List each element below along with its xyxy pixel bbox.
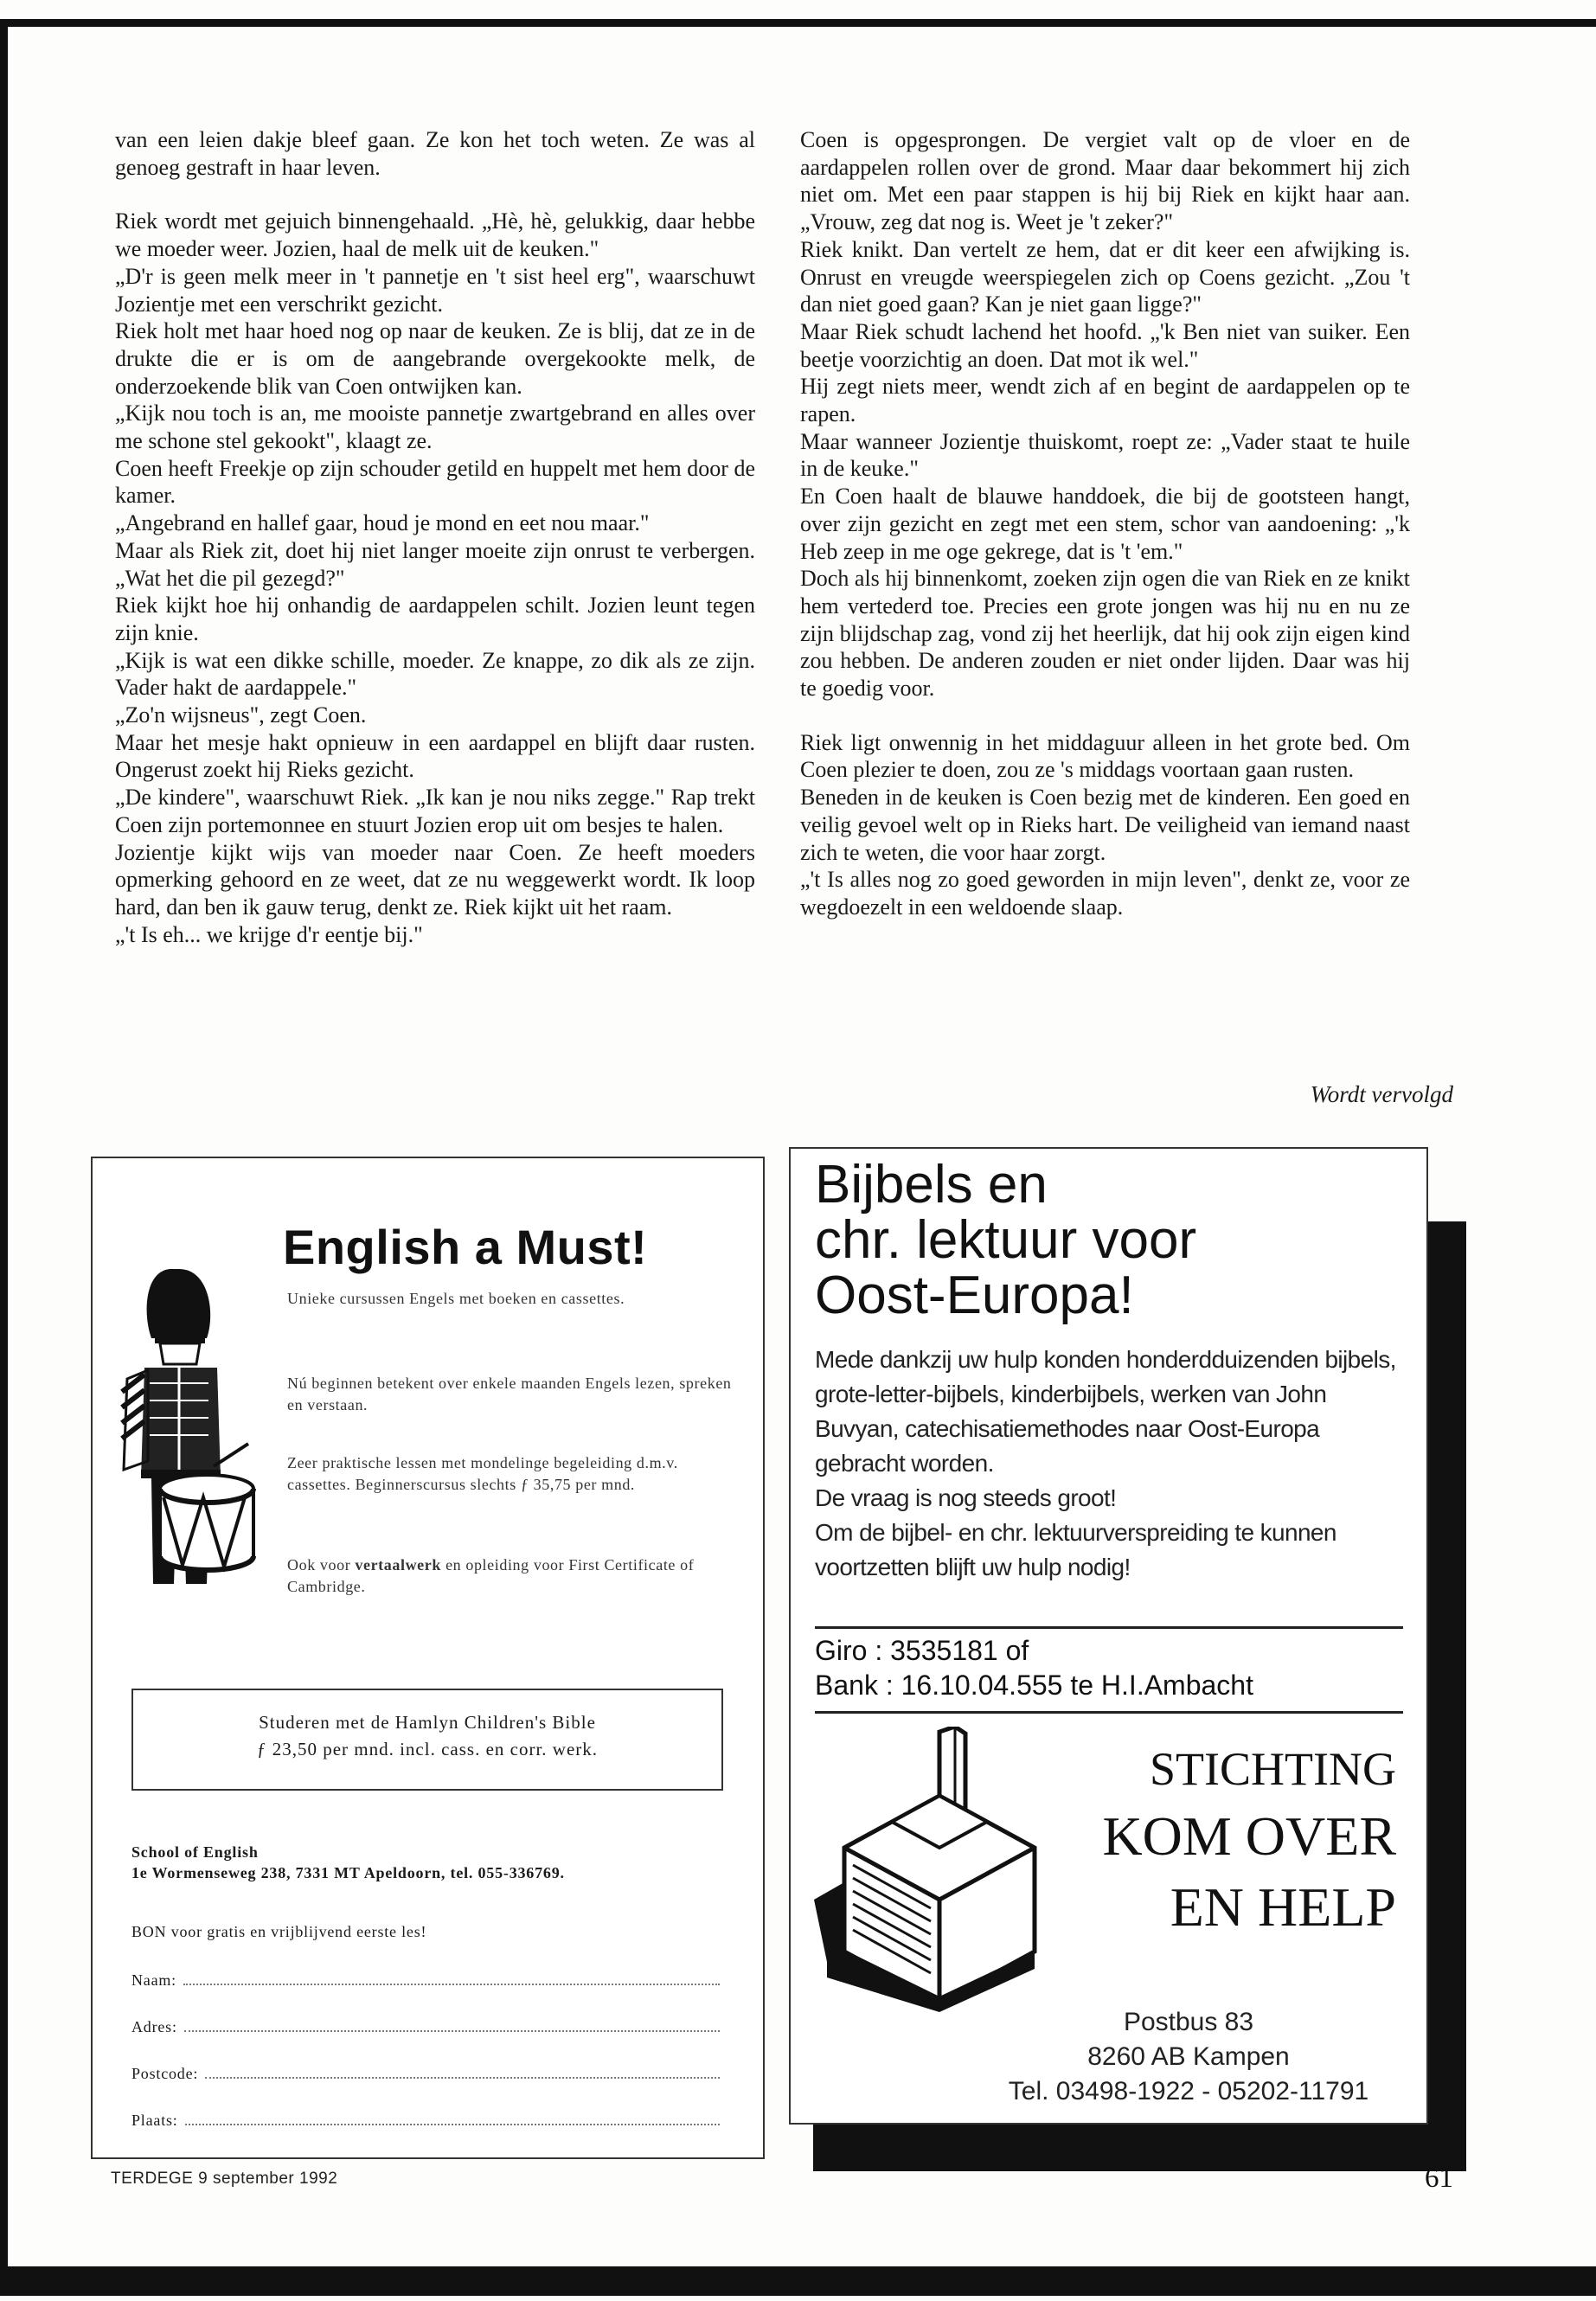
ad-blurb: Zeer praktische lessen met mondelinge begeleiding d.m.v. cassettes. Beginnerscursus slechts ƒ 35,75 per mnd. bbox=[287, 1454, 678, 1493]
divider bbox=[815, 1626, 1403, 1629]
hamlyn-line: Studeren met de Hamlyn Children's Bible bbox=[259, 1712, 596, 1733]
paragraph: „Kijk nou toch is an, me mooiste pannetje zwartgebrand en alles over me schone stel gekookt", klaagt ze. bbox=[115, 401, 755, 454]
org-address bbox=[938, 2005, 1439, 2109]
org-name-line: STICHTING bbox=[1150, 1743, 1396, 1795]
bottom-rule bbox=[0, 2266, 1596, 2296]
field-line[interactable] bbox=[184, 2018, 720, 2032]
heading-line: chr. lektuur voor bbox=[815, 1210, 1197, 1270]
body-paragraph: De vraag is nog steeds groot! bbox=[815, 1484, 1117, 1511]
field-line[interactable] bbox=[205, 2065, 720, 2079]
paragraph: Riek kijkt hoe hij onhandig de aardappelen schilt. Jozien leunt tegen zijn knie. bbox=[115, 593, 755, 645]
magazine-footer: TERDEGE 9 september 1992 bbox=[111, 2170, 338, 2188]
article-column-1 bbox=[115, 126, 755, 948]
paragraph: Coen heeft Freekje op zijn schouder getild en huppelt met hem door de kamer. bbox=[115, 455, 755, 509]
divider bbox=[815, 1711, 1403, 1714]
ad-heading bbox=[815, 1157, 1196, 1324]
paragraph: Jozientje kijkt wijs van moeder naar Coen. Ze heeft moeders opmerking gehoord en ze weet, dat ze nu weggewerkt wordt. Ik loop hard, dan ben ik gauw terug, denkt ze. Riek kijkt uit het raam. bbox=[115, 839, 755, 920]
paragraph: Doch als hij binnenkomt, zoeken zijn ogen die van Riek en ze knikt hem vertederd toe. Precies een grote jongen was hij nu en nu ze zijn blijdschap zag, vond zij het heerlijk, dat hij ook zijn eigen kind zou hebben. De anderen zouden er niet onder lijden. Daar was hij te goedig voor. bbox=[800, 566, 1410, 702]
body-paragraph: Om de bijbel- en chr. lektuurverspreiding te kunnen voortzetten blijft uw hulp nodig! bbox=[815, 1519, 1336, 1580]
bank-details bbox=[815, 1633, 1253, 1702]
paragraph: Maar wanneer Jozientje thuiskomt, roept ze: „Vader staat te huile in de keuke." bbox=[800, 428, 1410, 482]
address-line: 8260 AB Kampen bbox=[1087, 2042, 1290, 2071]
paragraph: Riek ligt onwennig in het middaguur alleen in het grote bed. Om Coen plezier te doen, zou ze 's middags voortaan gaan rusten. bbox=[800, 729, 1410, 783]
english-ad bbox=[91, 1157, 765, 2159]
continued-note: Wordt vervolgd bbox=[1310, 1081, 1453, 1107]
paragraph: Coen is opgesprongen. De vergiet valt op de vloer en de aardappelen rollen over de grond. Maar daar bekommert hij zich niet om. Met een paar stappen is hij bij Riek en kijkt haar aan. „Vrouw, zeg dat nog is. Weet je 't zeker?" bbox=[800, 127, 1410, 235]
paragraph: En Coen haalt de blauwe handdoek, die bij de gootsteen hangt, over zijn gezicht en zegt met een stem, schor van aandoening: „'k Heb zeep in me oge gekrege, dat is 't 'em." bbox=[800, 484, 1410, 564]
ad-body bbox=[815, 1343, 1412, 1585]
ad-title: English a Must! bbox=[283, 1220, 648, 1274]
blurb-text: Ook voor bbox=[287, 1556, 356, 1574]
coupon-heading: BON voor gratis en vrijblijvend eerste les! bbox=[131, 1923, 427, 1940]
coupon-postcode-field[interactable] bbox=[131, 2065, 720, 2083]
address-line: Postbus 83 bbox=[1123, 2008, 1254, 2036]
field-line[interactable] bbox=[185, 2112, 720, 2125]
blurb-emphasis: vertaalwerk bbox=[355, 1556, 441, 1574]
field-label: Plaats: bbox=[131, 2112, 178, 2129]
address-line: Tel. 03498-1922 - 05202-11791 bbox=[1008, 2077, 1369, 2106]
paragraph: Beneden in de keuken is Coen bezig met de kinderen. Een goed en veilig gevoel welt op in Rieks hart. De veiligheid van iemand naast zich te weten, die voor haar zorgt. bbox=[800, 785, 1410, 865]
paragraph: Riek knikt. Dan vertelt ze hem, dat er dit keer een afwijking is. Onrust en vreugde weerspiegelen zich op Coens gezicht. „Zou 't dan niet goed gaan? Kan je niet gaan ligge?" bbox=[800, 236, 1410, 317]
drummer-soldier-illustration bbox=[110, 1262, 261, 1591]
field-label: Naam: bbox=[131, 1971, 176, 1989]
org-name-line: EN HELP bbox=[1170, 1876, 1396, 1938]
paragraph: „Kijk is wat een dikke schille, moeder. Ze knappe, zo dik als ze zijn. Vader hakt de aardappele." bbox=[115, 647, 755, 701]
school-name: School of English bbox=[131, 1843, 259, 1861]
hamlyn-line: ƒ 23,50 per mnd. incl. cass. en corr. werk. bbox=[256, 1739, 599, 1759]
left-rule bbox=[0, 26, 8, 2275]
article-column-2 bbox=[800, 126, 1410, 921]
paragraph: Hij zegt niets meer, wendt zich af en begint de aardappelen op te rapen. bbox=[800, 374, 1410, 427]
org-name-line: KOM OVER bbox=[1102, 1805, 1396, 1867]
school-info bbox=[131, 1842, 565, 1883]
field-label: Postcode: bbox=[131, 2065, 199, 2082]
ad-blurb bbox=[287, 1554, 737, 1598]
ad-blurb: Nú beginnen betekent over enkele maanden Engels lezen, spreken en verstaan. bbox=[287, 1375, 732, 1413]
paragraph: „'t Is alles nog zo goed geworden in mijn leven", denkt ze, voor ze wegdoezelt in een weldoende slaap. bbox=[800, 867, 1410, 920]
coupon-name-field[interactable] bbox=[131, 1971, 720, 1990]
paragraph: Riek holt met haar hoed nog op naar de keuken. Ze is blij, dat ze in de drukte die er is om de aangebrande overgekookte melk, de onderzoekende blik van Coen ontwijken kan. bbox=[115, 318, 755, 399]
blurb-text: en opleiding voor First Certificate of Cambridge. bbox=[287, 1556, 695, 1595]
paragraph: „D'r is geen melk meer in 't pannetje en 't sist heel erg", waarschuwt Jozientje met een verschrikt gezicht. bbox=[115, 263, 755, 317]
field-line[interactable] bbox=[183, 1971, 720, 1985]
heading-line: Oost-Europa! bbox=[815, 1266, 1134, 1325]
coupon-city-field[interactable] bbox=[131, 2112, 720, 2130]
paragraph: Maar Riek schudt lachend het hoofd. „'k Ben niet van suiker. Een beetje voorzichtig an doen. Dat mot ik wel." bbox=[800, 318, 1410, 372]
bank-line: Bank : 16.10.04.555 te H.I.Ambacht bbox=[815, 1670, 1253, 1701]
heading-line: Bijbels en bbox=[815, 1155, 1048, 1215]
school-address: 1e Wormenseweg 238, 7331 MT Apeldoorn, tel. 055-336769. bbox=[131, 1864, 565, 1881]
paragraph: Maar als Riek zit, doet hij niet langer moeite zijn onrust te verbergen. „Wat het die pil gezegd?" bbox=[115, 537, 755, 591]
paragraph: Maar het mesje hakt opnieuw in een aardappel en blijft daar rusten. Ongerust zoekt hij Rieks gezicht. bbox=[115, 729, 755, 783]
paragraph: „Zo'n wijsneus", zegt Coen. bbox=[115, 702, 367, 728]
body-paragraph: Mede dankzij uw hulp konden honderdduizenden bijbels, grote-letter-bijbels, kinderbijbels, werken van John Buvyan, catechisatiemethodes naar Oost-Europa gebracht worden. bbox=[815, 1346, 1396, 1477]
paragraph: van een leien dakje bleef gaan. Ze kon het toch weten. Ze was al genoeg gestraft in haar leven. bbox=[115, 127, 755, 180]
hamlyn-box bbox=[131, 1689, 723, 1791]
paragraph: „De kindere", waarschuwt Riek. „Ik kan je nou niks zegge." Rap trekt Coen zijn portemonnee en stuurt Jozien erop uit om besjes te halen. bbox=[115, 785, 755, 837]
page-number: 61 bbox=[1425, 2163, 1453, 2194]
paragraph: Riek wordt met gejuich binnengehaald. „Hè, hè, gelukkig, daar hebbe we moeder weer. Jozien, haal de melk uit de keuken." bbox=[115, 208, 755, 262]
ad-blurb: Unieke cursussen Engels met boeken en cassettes. bbox=[287, 1290, 625, 1307]
top-rule bbox=[0, 19, 1596, 27]
coupon-address-field[interactable] bbox=[131, 2018, 720, 2036]
paragraph: „'t Is eh... we krijge d'r eentje bij." bbox=[115, 921, 423, 947]
bijbels-ad bbox=[789, 1147, 1428, 2125]
giro-line: Giro : 3535181 of bbox=[815, 1635, 1029, 1666]
field-label: Adres: bbox=[131, 2018, 177, 2035]
paragraph: „Angebrand en hallef gaar, houd je mond en eet nou maar." bbox=[115, 510, 650, 536]
